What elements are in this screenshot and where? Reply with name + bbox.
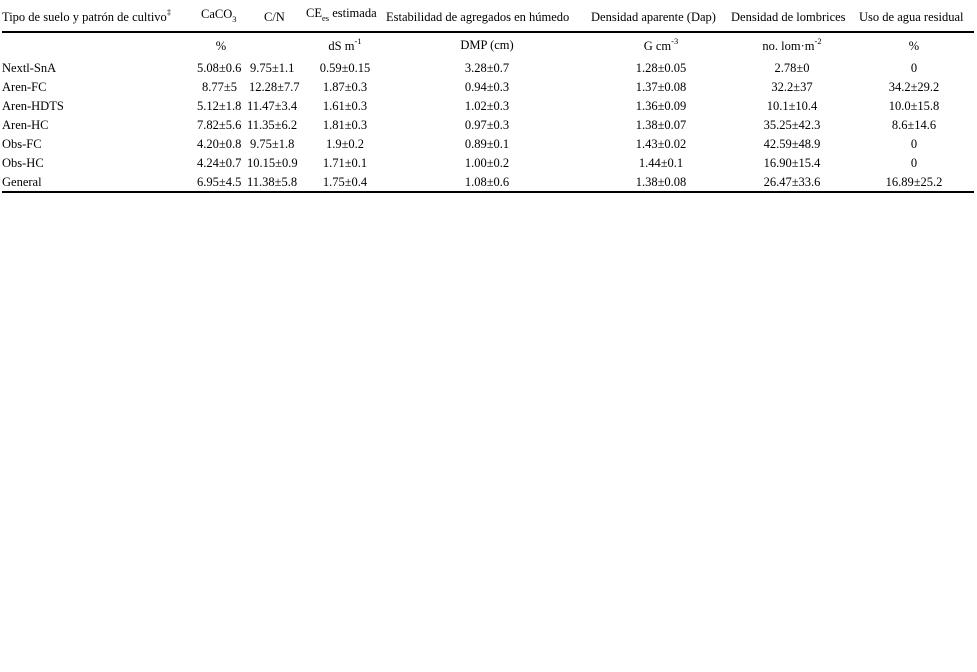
cell-dmp: 3.28±0.7	[464, 61, 510, 75]
cell-caco3: 5.12±1.8	[197, 99, 242, 113]
header-earthworm-density: Densidad de lombrices	[731, 10, 846, 24]
row-label: Nextl-SnA	[2, 61, 57, 75]
cell-dap: 1.44±0.1	[638, 156, 684, 170]
row-label: Obs-FC	[2, 137, 42, 151]
cell-dap: 1.36±0.09	[635, 99, 687, 113]
row-label: Obs-HC	[2, 156, 44, 170]
cell-caco3: 6.95±4.5	[197, 175, 242, 189]
cell-ce: 0.59±0.15	[319, 61, 371, 75]
unit-agua: %	[908, 39, 920, 53]
cell-caco3: 4.24±0.7	[197, 156, 242, 170]
unit-dmp: DMP (cm)	[460, 38, 514, 52]
row-label: Aren-HC	[2, 118, 49, 132]
cell-cn: 11.38±5.8	[247, 175, 298, 189]
header-cn: C/N	[264, 10, 285, 24]
cell-dmp: 1.02±0.3	[464, 99, 510, 113]
bottom-rule	[2, 191, 974, 193]
header-aggregate-stability: Estabilidad de agregados en húmedo	[386, 10, 570, 24]
cell-agua: 16.89±25.2	[885, 175, 943, 189]
header-caco3: CaCO$_3$	[201, 7, 237, 24]
cell-lomb: 2.78±0	[774, 61, 810, 75]
unit-caco3: %	[215, 39, 227, 53]
footnote-mark: ‡	[166, 7, 172, 17]
cell-cn: 9.75±1.1	[250, 61, 295, 75]
row-label: Aren-HDTS	[2, 99, 64, 113]
cell-agua: 10.0±15.8	[888, 99, 940, 113]
cell-dmp: 0.94±0.3	[464, 80, 510, 94]
cell-agua: 0	[910, 61, 918, 75]
cell-dmp: 0.97±0.3	[464, 118, 510, 132]
cell-cn: 9.75±1.8	[250, 137, 295, 151]
unit-ce: dS $m^{-1}$	[328, 36, 362, 53]
header-row	[2, 4, 974, 28]
cell-cn: 10.15±0.9	[247, 156, 298, 170]
cell-caco3: 4.20±0.8	[197, 137, 242, 151]
cell-caco3: 5.08±0.6	[197, 61, 242, 75]
cell-dmp: 0.89±0.1	[464, 137, 510, 151]
unit-lomb: no. $lom\cdot m^{-2}$	[762, 36, 822, 53]
row-label: Aren-FC	[2, 80, 47, 94]
cell-lomb: 32.2±37	[771, 80, 813, 94]
cell-dap: 1.37±0.08	[635, 80, 687, 94]
cell-caco3: 7.82±5.6	[197, 118, 242, 132]
cell-agua: 34.2±29.2	[888, 80, 940, 94]
cell-dmp: 1.08±0.6	[464, 175, 510, 189]
header-soil-type: Tipo de suelo y patrón de cultivo‡	[2, 7, 172, 24]
cell-dap: 1.38±0.08	[635, 175, 687, 189]
cell-agua: 0	[910, 156, 918, 170]
cell-cn: 12.28±7.7	[249, 80, 300, 94]
cell-dap: 1.38±0.07	[635, 118, 687, 132]
cell-ce: 1.87±0.3	[322, 80, 368, 94]
cell-cn: 11.35±6.2	[247, 118, 298, 132]
cell-dmp: 1.00±0.2	[464, 156, 510, 170]
cell-agua: 0	[910, 137, 918, 151]
cell-lomb: 35.25±42.3	[763, 118, 821, 132]
cell-cn: 11.47±3.4	[247, 99, 298, 113]
cell-ce: 1.9±0.2	[325, 137, 365, 151]
cell-lomb: 16.90±15.4	[763, 156, 821, 170]
cell-caco3: 8.77±5	[202, 80, 237, 94]
header-wastewater-use: Uso de agua residual	[859, 10, 964, 24]
unit-dap: G $cm^{-3}$	[643, 36, 679, 53]
header-bulk-density: Densidad aparente (Dap)	[591, 10, 716, 24]
cell-ce: 1.75±0.4	[322, 175, 368, 189]
header-ce: $CE_{es}$ estimada	[306, 6, 377, 23]
top-rule	[2, 31, 974, 33]
cell-lomb: 10.1±10.4	[766, 99, 818, 113]
row-label: General	[2, 175, 42, 189]
cell-lomb: 42.59±48.9	[763, 137, 821, 151]
cell-ce: 1.61±0.3	[322, 99, 368, 113]
cell-dap: 1.28±0.05	[635, 61, 687, 75]
cell-ce: 1.71±0.1	[322, 156, 368, 170]
cell-dap: 1.43±0.02	[635, 137, 687, 151]
cell-ce: 1.81±0.3	[322, 118, 368, 132]
cell-lomb: 26.47±33.6	[763, 175, 821, 189]
cell-agua: 8.6±14.6	[891, 118, 937, 132]
